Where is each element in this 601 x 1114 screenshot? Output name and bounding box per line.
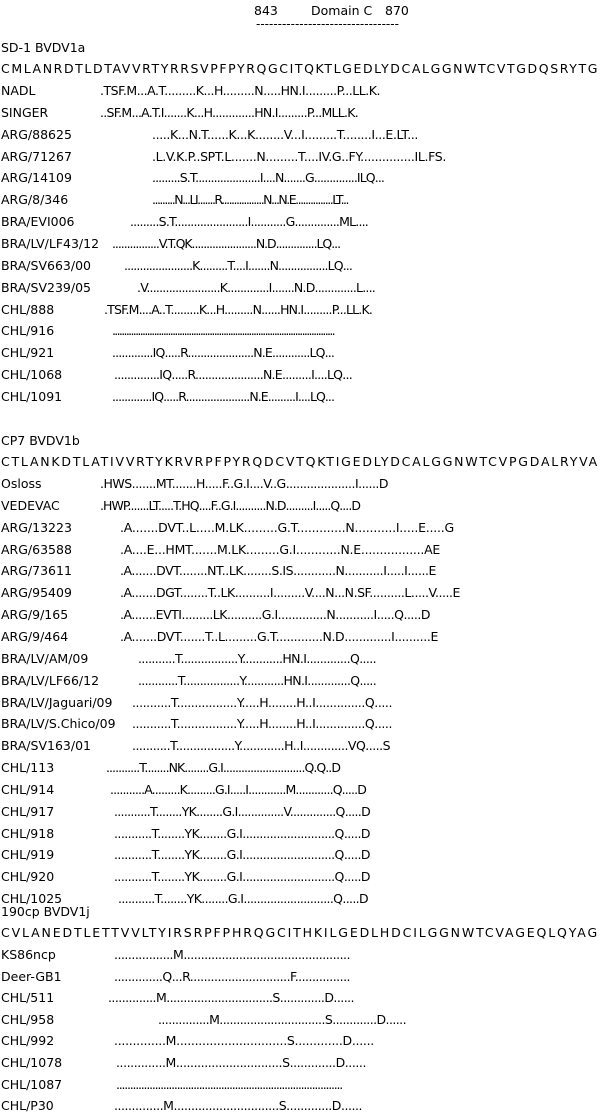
aligned-sequence: ................V.T.QK......................N.D..............LQ...	[112, 235, 340, 251]
strain-name: CHL/1025	[1, 891, 63, 907]
aligned-sequence: .TSF.M....A..T.........K...H.........N......HN.I.........P...LL.K.	[104, 301, 372, 317]
aligned-sequence: ..SF.M...A.T.I.......K...H.............HN.I.........P...MLL.K.	[100, 104, 358, 120]
strain-name: CHL/916	[1, 323, 55, 339]
group-title: 190cp BVDV1j	[1, 904, 90, 919]
strain-name: CHL/1068	[1, 367, 63, 383]
strain-name: CHL/918	[1, 825, 55, 841]
aligned-sequence: .A.......EVTI.........LK..........G.I..............N...........I.....Q.....D	[120, 607, 430, 623]
strain-name: BRA/SV163/01	[1, 738, 91, 754]
strain-name: CHL/113	[1, 760, 55, 776]
strain-name: KS86ncp	[1, 947, 56, 962]
strain-name: CHL/920	[1, 869, 55, 885]
group-title: SD-1 BVDV1a	[1, 40, 86, 55]
aligned-sequence: ..............M..............................S.............D......	[114, 1033, 374, 1049]
aligned-sequence: ................................................................................................	[112, 323, 334, 339]
strain-name: SINGER	[1, 104, 49, 120]
aligned-sequence: ............T.................Y............HN.I.............Q.....	[138, 672, 376, 688]
strain-name: BRA/LV/LF66/12	[1, 672, 100, 688]
strain-name: VEDEVAC	[1, 497, 60, 513]
aligned-sequence: .TSF.M...A.T.........K...H.........N.....HN.I.........P...LL.K.	[100, 83, 380, 98]
aligned-sequence: ...........T........YK........G.I...........................Q.....D	[118, 891, 368, 907]
strain-name: CHL/958	[1, 1011, 55, 1027]
aligned-sequence: .............IQ.....R.....................N.E............LQ...	[112, 345, 334, 361]
strain-name: BRA/SV663/00	[1, 257, 91, 273]
group-title: CP7 BVDV1b	[1, 433, 80, 448]
aligned-sequence: .........S.T.....................I....N.......G..............ILQ...	[152, 170, 384, 186]
aligned-sequence: ..............M..............................S.............D......	[116, 1055, 366, 1070]
strain-name: ARG/71267	[1, 148, 72, 164]
strain-name: NADL	[1, 83, 36, 98]
domain-label: Domain C	[311, 3, 373, 18]
strain-name: ARG/14109	[1, 170, 72, 186]
header-rule: ---------------------------------	[256, 17, 399, 31]
aligned-sequence: ..............IQ.....R.....................N.E.........I....LQ...	[114, 367, 352, 383]
strain-name: CHL/1087	[1, 1076, 63, 1092]
strain-name: BRA/LV/LF43/12	[1, 235, 100, 251]
aligned-sequence: ...........T........YK........G.I...........................Q.....D	[114, 825, 370, 841]
strain-name: ARG/8/346	[1, 192, 69, 208]
strain-name: CHL/921	[1, 345, 55, 361]
aligned-sequence: .A.......DVT........NT..LK........S.IS............N...........I.....I......E	[120, 563, 436, 579]
aligned-sequence: ..................................................................................	[116, 1076, 342, 1092]
strain-name: CHL/1091	[1, 388, 63, 404]
aligned-sequence: .A....E...HMT.......M.LK.........G.I............N.E.................AE	[120, 541, 440, 557]
aligned-sequence: ...........A.........K.........G.I.....I............M............Q.....D	[110, 781, 366, 797]
strain-name: ARG/95409	[1, 585, 72, 601]
aligned-sequence: ...........T........YK........G.I..............V..............Q.....D	[114, 803, 370, 819]
aligned-sequence: ...........T.................Y............HN.I.............Q.....	[138, 650, 376, 666]
domain-end-position: 870	[385, 3, 409, 18]
strain-name: CHL/914	[1, 781, 55, 797]
reference-sequence: CVLANEDTLETTVVLTYIRSRPFPHRQGCITHKILGEDLHDCILGGNWTCVAGEQLQYAG	[1, 925, 599, 940]
aligned-sequence: ...........T.................Y.............H..I.............VQ.....S	[132, 738, 390, 754]
strain-name: CHL/888	[1, 301, 55, 317]
aligned-sequence: .........N...LI.......R.................N...N.E...............LT...	[152, 192, 348, 208]
strain-name: ARG/63588	[1, 541, 72, 557]
strain-name: BRA/LV/AM/09	[1, 650, 89, 666]
strain-name: CHL/917	[1, 803, 55, 819]
strain-name: ARG/13223	[1, 519, 72, 535]
aligned-sequence: .................M................................................	[114, 947, 350, 962]
aligned-sequence: .HWS.......MT.......H.....F..G.I....V..G....................I......D	[100, 476, 388, 491]
strain-name: Osloss	[1, 476, 42, 491]
aligned-sequence: .....K...N.T......K...K........V...I.........T........I...E.LT...	[152, 126, 418, 142]
strain-name: CHL/992	[1, 1033, 55, 1049]
strain-name: ARG/9/464	[1, 628, 69, 644]
strain-name: BRA/LV/Jaguari/09	[1, 694, 113, 710]
strain-name: CHL/1078	[1, 1055, 63, 1070]
strain-name: BRA/EVI006	[1, 214, 75, 230]
aligned-sequence: .........S.T.......................I...........G..............ML....	[130, 214, 368, 230]
strain-name: BRA/SV239/05	[1, 279, 91, 295]
domain-start-position: 843	[254, 3, 278, 18]
aligned-sequence: .A.......DGT........T..LK..........I.........V....N...N.SF..........L.....V.....E	[120, 585, 460, 601]
reference-sequence: CTLANKDTLATIVVRTYKRVRPFPYRQDCVTQKTIGEDLYDCALGGNWTCVPGDALRYVA	[1, 454, 599, 469]
strain-name: ARG/9/165	[1, 607, 69, 623]
aligned-sequence: ......................K.........T....I.......N................LQ...	[124, 257, 352, 273]
aligned-sequence: ...........T........NK........G.I...........................Q.Q..D	[106, 760, 340, 776]
aligned-sequence: ...........T.................Y.....H........H..I..............Q.....	[132, 694, 392, 710]
strain-name: CHL/P30	[1, 1098, 54, 1114]
aligned-sequence: .HWP.......LT.....T.HQ....F..G.I..........N.D.........I.....Q....D	[100, 497, 360, 513]
aligned-sequence: .............IQ.....R.....................N.E.........I....LQ...	[112, 388, 334, 404]
aligned-sequence: ..............M..............................S.............D......	[114, 1098, 362, 1114]
strain-name: ARG/73611	[1, 563, 72, 579]
aligned-sequence: ..............M...............................S.............D......	[108, 990, 354, 1006]
strain-name: BRA/LV/S.Chico/09	[1, 716, 116, 732]
aligned-sequence: ..............Q...R.............................F................	[114, 968, 350, 984]
aligned-sequence: ...............M...............................S.............D......	[158, 1011, 406, 1027]
reference-sequence: CMLANRDTLDTAVVRTYRRSVPFPYRQGCITQKTLGEDLYDCALGGNWTCVTGDQSRYTG	[1, 61, 599, 76]
aligned-sequence: ...........T........YK........G.I...........................Q.....D	[114, 869, 370, 885]
strain-name: Deer-GB1	[1, 968, 62, 984]
strain-name: ARG/88625	[1, 126, 72, 142]
aligned-sequence: .L.V.K.P..SPT.L.......N.........T....IV.G..FY...............IL.FS.	[152, 148, 446, 164]
aligned-sequence: .A.......DVT..L.....M.LK.........G.T.............N...........I.....E.....G	[120, 519, 454, 535]
aligned-sequence: .V.......................K.............I.......N.D.............L....	[137, 279, 375, 295]
strain-name: CHL/511	[1, 990, 55, 1006]
strain-name: CHL/919	[1, 847, 55, 863]
aligned-sequence: ...........T........YK........G.I...........................Q.....D	[114, 847, 370, 863]
aligned-sequence: .A.......DVT.......T..L.........G.T.............N.D.............I..........E	[120, 628, 438, 644]
aligned-sequence: ...........T.................Y.....H........H..I..............Q.....	[132, 716, 392, 732]
